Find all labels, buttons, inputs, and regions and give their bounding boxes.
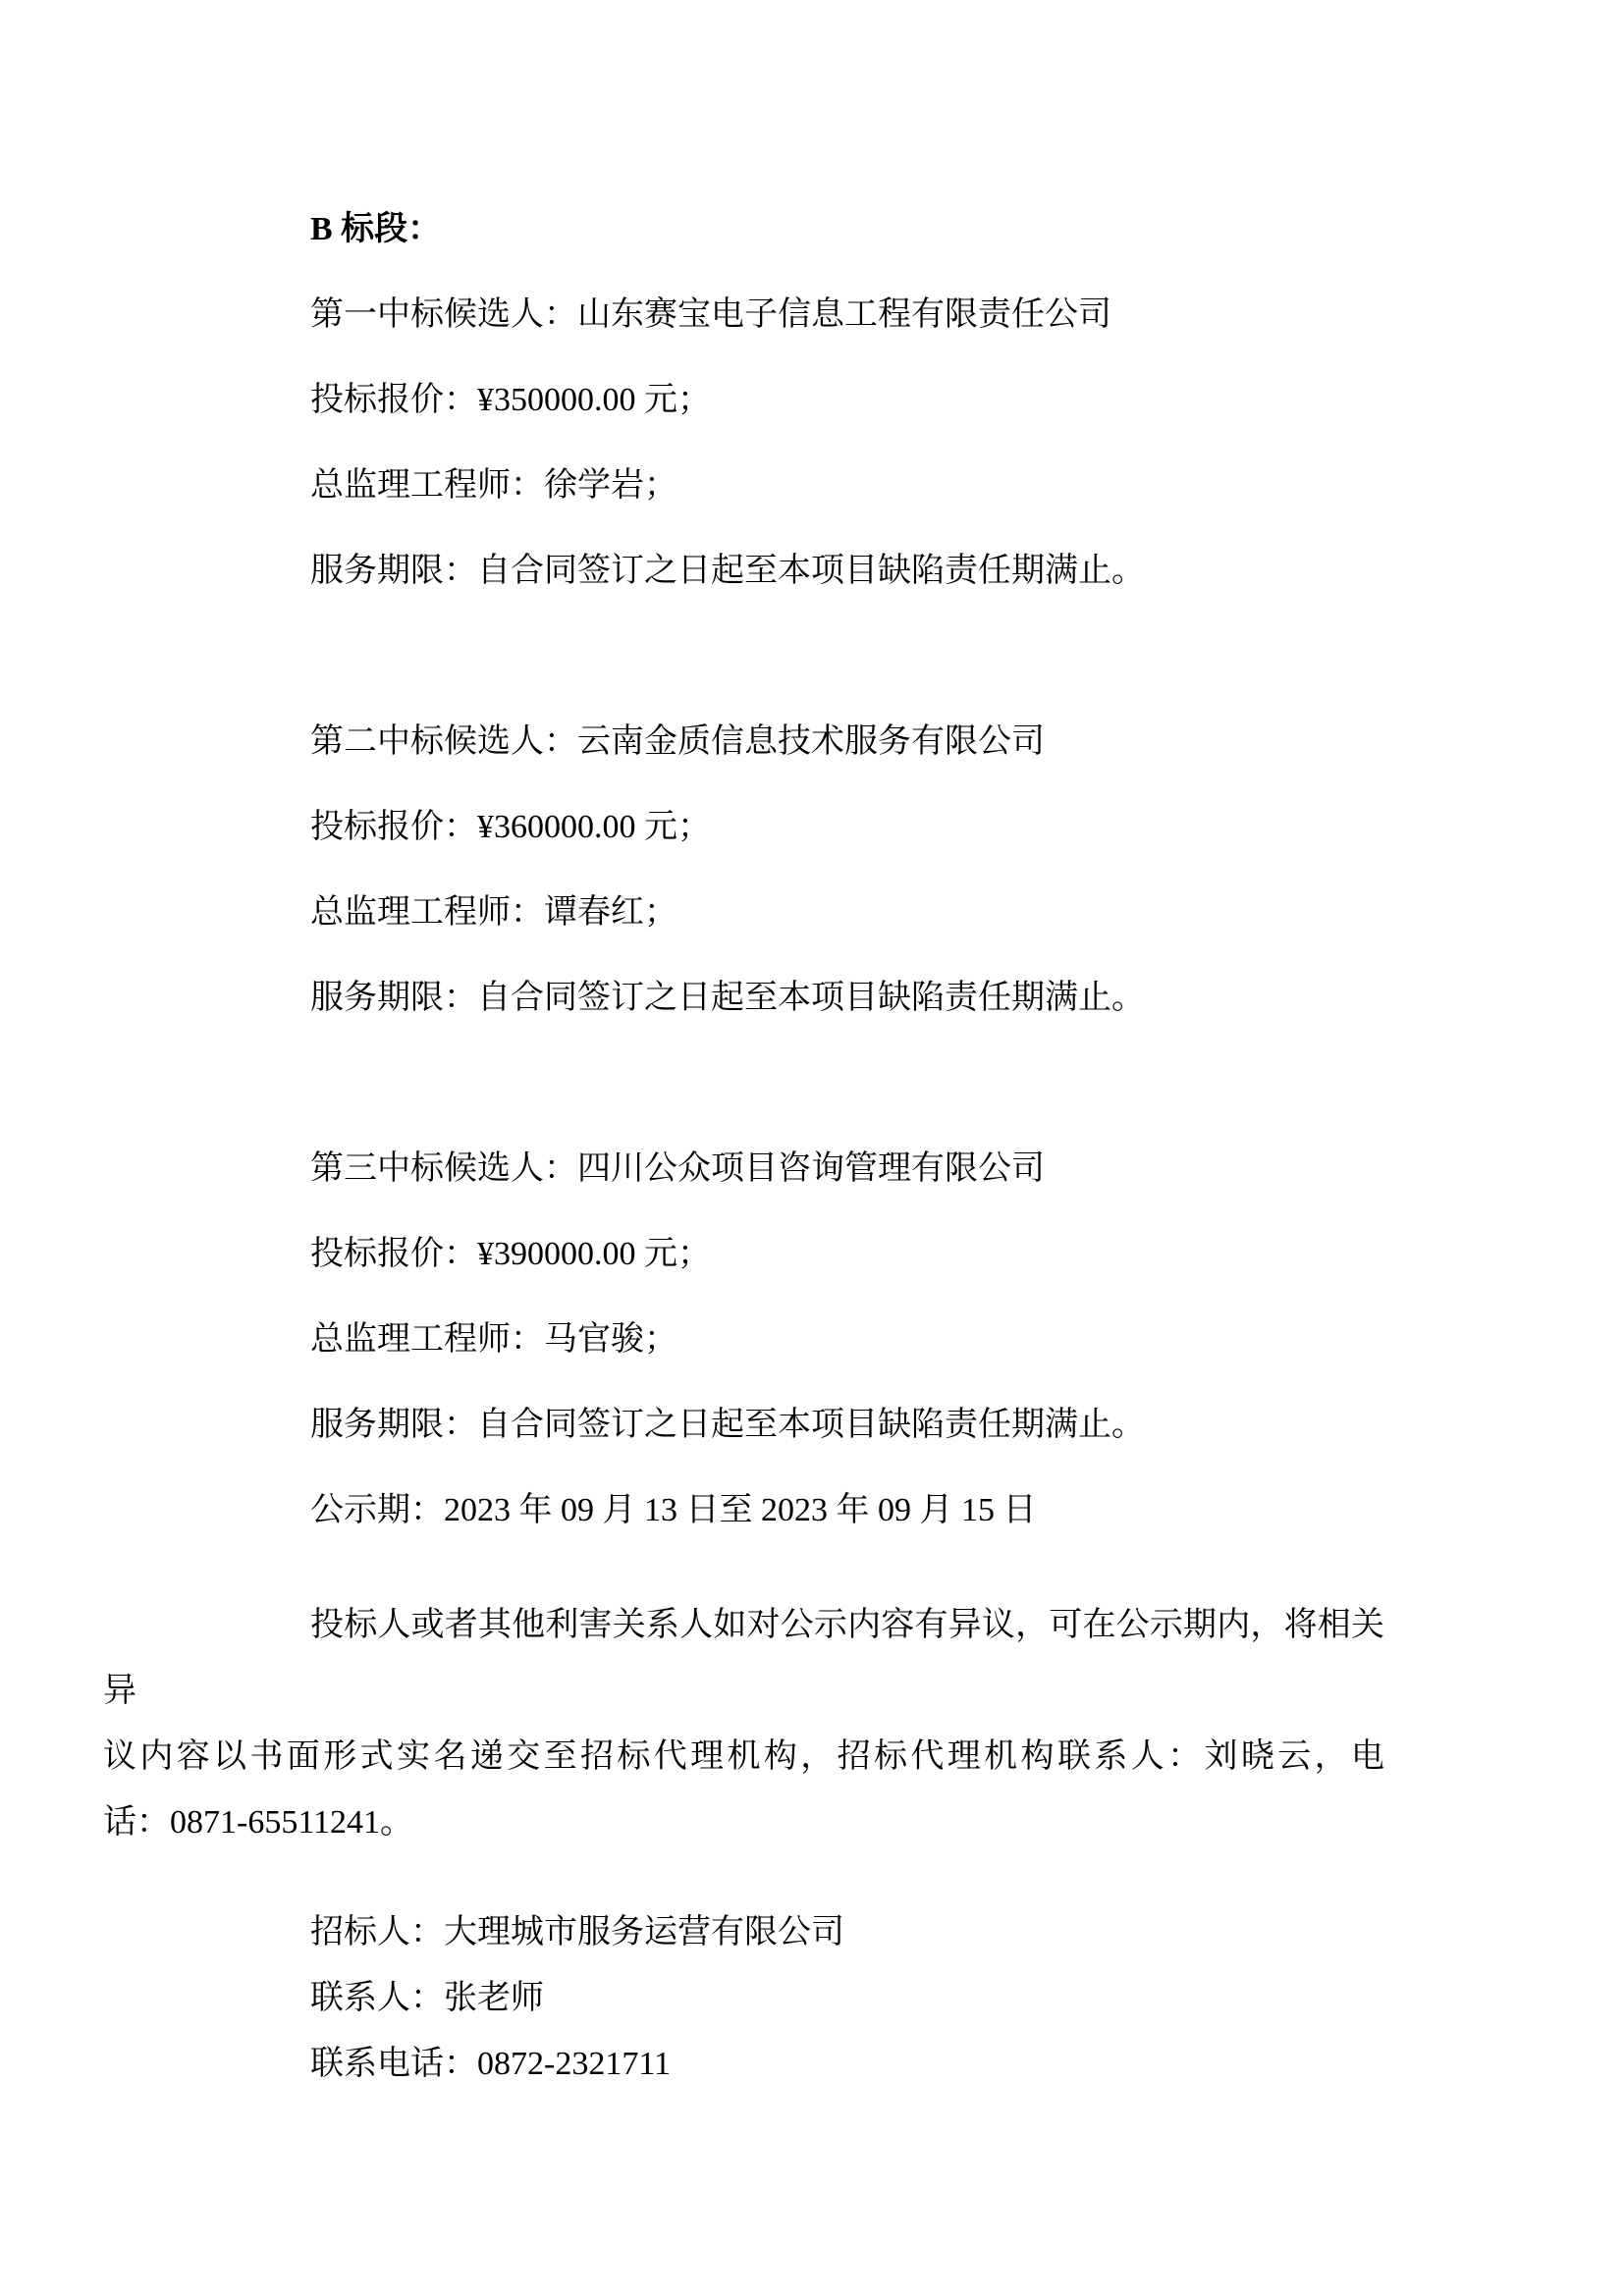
candidate-1-engineer-line: 总监理工程师：徐学岩； <box>310 467 677 504</box>
candidate-1-service-line: 服务期限：自合同签订之日起至本项目缺陷责任期满止。 <box>310 553 1145 589</box>
objection-line-2: 议内容以书面形式实名递交至招标代理机构，招标代理机构联系人：刘晓云，电 <box>103 1738 1384 1775</box>
candidate-3-name-line: 第三中标候选人：四川公众项目咨询管理有限公司 <box>310 1150 1045 1187</box>
candidate-2-service-line: 服务期限：自合同签订之日起至本项目缺陷责任期满止。 <box>310 980 1145 1016</box>
candidate-1-name-line: 第一中标候选人：山东赛宝电子信息工程有限责任公司 <box>310 296 1111 333</box>
objection-paragraph <box>103 1592 1384 1855</box>
candidate-3-engineer-line: 总监理工程师：马官骏； <box>310 1321 677 1358</box>
objection-line-1: 投标人或者其他利害关系人如对公示内容有异议，可在公示期内，将相关异 <box>103 1607 1384 1709</box>
candidate-2-name-line: 第二中标候选人：云南金质信息技术服务有限公司 <box>310 723 1045 760</box>
blank-line <box>103 623 1384 689</box>
contact-phone-line: 联系电话：0872-2321711 <box>310 2046 672 2082</box>
candidate-2-engineer-line: 总监理工程师：谭春红； <box>310 894 677 931</box>
section-b-heading: B 标段： <box>310 211 442 247</box>
candidate-3-service-line: 服务期限：自合同签订之日起至本项目缺陷责任期满止。 <box>310 1407 1145 1443</box>
blank-line <box>103 1050 1384 1116</box>
candidate-2-price-line: 投标报价：¥360000.00 元； <box>310 809 711 845</box>
contact-person-line: 联系人：张老师 <box>310 1980 544 2016</box>
candidate-3-price-line: 投标报价：¥390000.00 元； <box>310 1236 711 1272</box>
tenderer-contact-block <box>103 1899 1384 2097</box>
tenderer-line: 招标人：大理城市服务运营有限公司 <box>310 1914 844 1950</box>
publicity-period-line: 公示期：2023 年 09 月 13 日至 2023 年 09 月 15 日 <box>310 1492 1037 1528</box>
candidate-1-price-line: 投标报价：¥350000.00 元； <box>310 382 711 418</box>
objection-line-3: 话：0871-65511241。 <box>103 1804 414 1841</box>
